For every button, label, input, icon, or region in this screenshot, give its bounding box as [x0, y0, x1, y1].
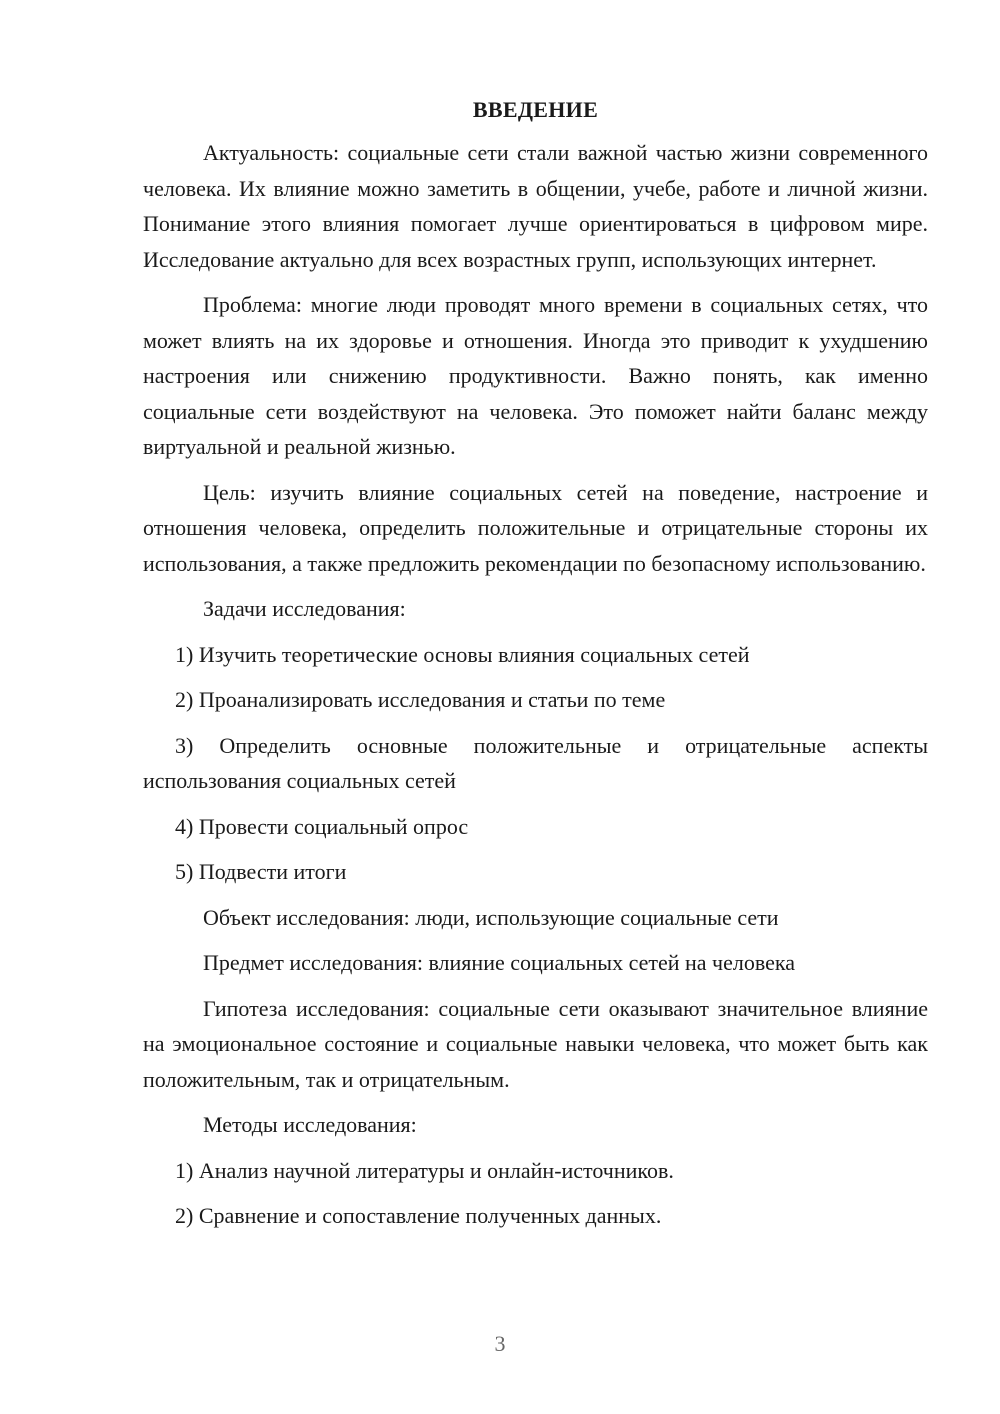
task-item: 3) Определить основные положительные и отрицательные аспекты использования социальных сетей [143, 732, 928, 793]
research-subject: Предмет исследования: влияние социальных сетей на человека [203, 950, 796, 975]
document-page [143, 92, 928, 1234]
task-item: 2) Проанализировать исследования и статьи по теме [175, 687, 666, 712]
task-item: 5) Подвести итоги [175, 859, 347, 884]
tasks-heading: Задачи исследования: [203, 596, 406, 621]
method-item: 1) Анализ научной литературы и онлайн-источников. [175, 1157, 674, 1183]
methods-heading: Методы исследования: [203, 1112, 417, 1137]
research-object: Объект исследования: люди, использующие социальные сети [203, 904, 779, 930]
page-number: 3 [494, 1331, 506, 1356]
goal-paragraph: Цель: изучить влияние социальных сетей на поведение, настроение и отношения человека, определить положительные и отрицательные стороны их использования, а также предложить рекомендации по безопасному использованию. [143, 479, 928, 576]
relevance-paragraph: Актуальность: социальные сети стали важной частью жизни современного человека. Их влияние можно заметить в общении, учебе, работе и личной жизни. Понимание этого влияния помогает лучше ориентироваться в цифровом мире. Исследование актуально для всех возрастных групп, использующих интернет. [143, 140, 928, 272]
method-item: 2) Сравнение и сопоставление полученных данных. [175, 1203, 662, 1228]
task-item: 1) Изучить теоретические основы влияния социальных сетей [175, 641, 750, 667]
problem-paragraph: Проблема: многие люди проводят много времени в социальных сетях, что может влиять на их здоровье и отношения. Иногда это приводит к ухудшению настроения или снижению продуктивности. Важно понять, как именно социальные сети воздействуют на человека. Это поможет найти баланс между виртуальной и реальной жизнью. [143, 292, 928, 459]
task-item: 4) Провести социальный опрос [175, 813, 469, 839]
section-title: ВВЕДЕНИЕ [472, 97, 599, 122]
research-hypothesis: Гипотеза исследования: социальные сети оказывают значительное влияние на эмоциональное состояние и социальные навыки человека, что может быть как положительным, так и отрицательным. [143, 995, 928, 1092]
